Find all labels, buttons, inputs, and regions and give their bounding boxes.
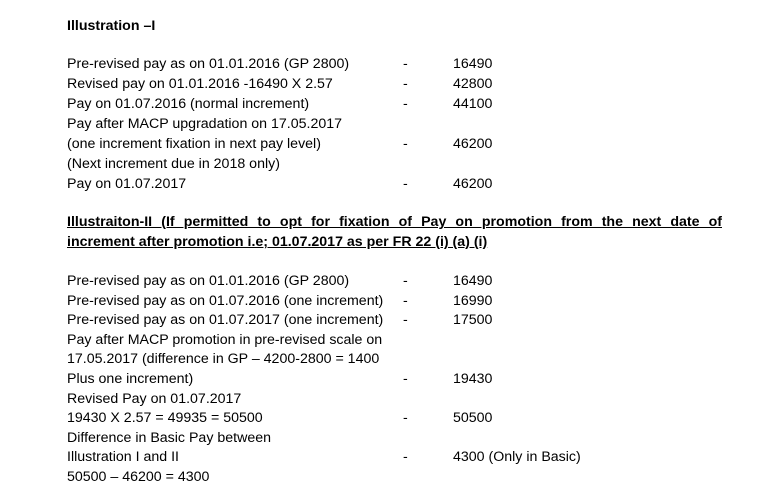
pay-row-label: Plus one increment) (67, 371, 194, 387)
pay-row-label: Difference in Basic Pay between (67, 429, 271, 446)
pay-row-dash: - (403, 176, 408, 192)
pay-row (67, 468, 627, 487)
pay-row-dash: - (403, 76, 408, 92)
pay-row-label: (Next increment due in 2018 only) (67, 156, 280, 172)
pay-row-value: 16490 (453, 56, 493, 72)
illustration-2-title-line-1: Illustraiton-II (If permitted to opt for fixation of Pay on promotion from the next date of (67, 214, 722, 230)
pay-row (67, 448, 627, 467)
pay-row-dash: - (403, 136, 408, 152)
pay-row-label: Revised pay on 01.01.2016 -16490 X 2.57 (67, 76, 333, 92)
pay-row-value: 44100 (453, 96, 493, 112)
pay-row-dash: - (403, 312, 408, 329)
pay-row-label: 19430 X 2.57 = 49935 = 50500 (67, 410, 263, 427)
pay-row-label: 17.05.2017 (difference in GP – 4200-2800 = 1400 (67, 351, 380, 368)
pay-row (67, 311, 627, 330)
pay-row-value: 46200 (453, 176, 493, 192)
pay-row (67, 55, 627, 74)
pay-row (67, 175, 627, 194)
pay-row (67, 75, 627, 94)
pay-row-value: 16990 (453, 292, 493, 309)
pay-row-dash: - (403, 273, 408, 289)
pay-row-label: Pre-revised pay as on 01.01.2016 (GP 2800) (67, 56, 350, 72)
illustration-1-title: Illustration –I (67, 18, 156, 34)
pay-row-label: Pre-revised pay as on 01.07.2017 (one increment) (67, 312, 384, 329)
pay-row-dash: - (403, 292, 408, 309)
pay-row-dash: - (403, 96, 408, 112)
pay-row (67, 95, 627, 114)
pay-row-label: 50500 – 46200 = 4300 (67, 469, 210, 485)
pay-row (67, 135, 627, 154)
pay-row-dash: - (403, 371, 408, 387)
pay-row (67, 331, 627, 350)
pay-row (67, 272, 627, 291)
pay-row-value: 17500 (453, 312, 493, 329)
pay-row (67, 350, 627, 369)
pay-row-label: Pre-revised pay as on 01.07.2016 (one increment) (67, 292, 384, 309)
pay-row-label: Pay on 01.07.2016 (normal increment) (67, 96, 310, 112)
pay-row-label: Revised Pay on 01.07.2017 (67, 390, 242, 407)
pay-row-value: 42800 (453, 76, 493, 92)
pay-row (67, 292, 627, 311)
pay-row (67, 429, 627, 448)
pay-row (67, 115, 627, 134)
pay-row (67, 370, 627, 389)
pay-row-value: 4300 (Only in Basic) (453, 449, 581, 466)
pay-row (67, 409, 627, 428)
illustration-2-title-line-2: increment after promotion i.e; 01.07.2017 as per FR 22 (i) (a) (i) (67, 234, 488, 250)
pay-row-value: 50500 (453, 410, 493, 427)
pay-row-label: Pre-revised pay as on 01.01.2016 (GP 2800) (67, 273, 350, 289)
pay-row-value: 19430 (453, 371, 493, 387)
pay-row-label: Pay after MACP upgradation on 17.05.2017 (67, 116, 343, 132)
pay-row-label: (one increment fixation in next pay level) (67, 136, 321, 152)
pay-row-label: Pay on 01.07.2017 (67, 176, 187, 192)
pay-row (67, 155, 627, 174)
pay-row-label: Illustration I and II (67, 449, 179, 466)
pay-row (67, 390, 627, 409)
pay-row-label: Pay after MACP promotion in pre-revised scale on (67, 331, 383, 348)
pay-row-dash: - (403, 449, 408, 466)
pay-row-value: 46200 (453, 136, 493, 152)
pay-row-dash: - (403, 410, 408, 427)
pay-row-value: 16490 (453, 273, 493, 289)
pay-row-dash: - (403, 56, 408, 72)
